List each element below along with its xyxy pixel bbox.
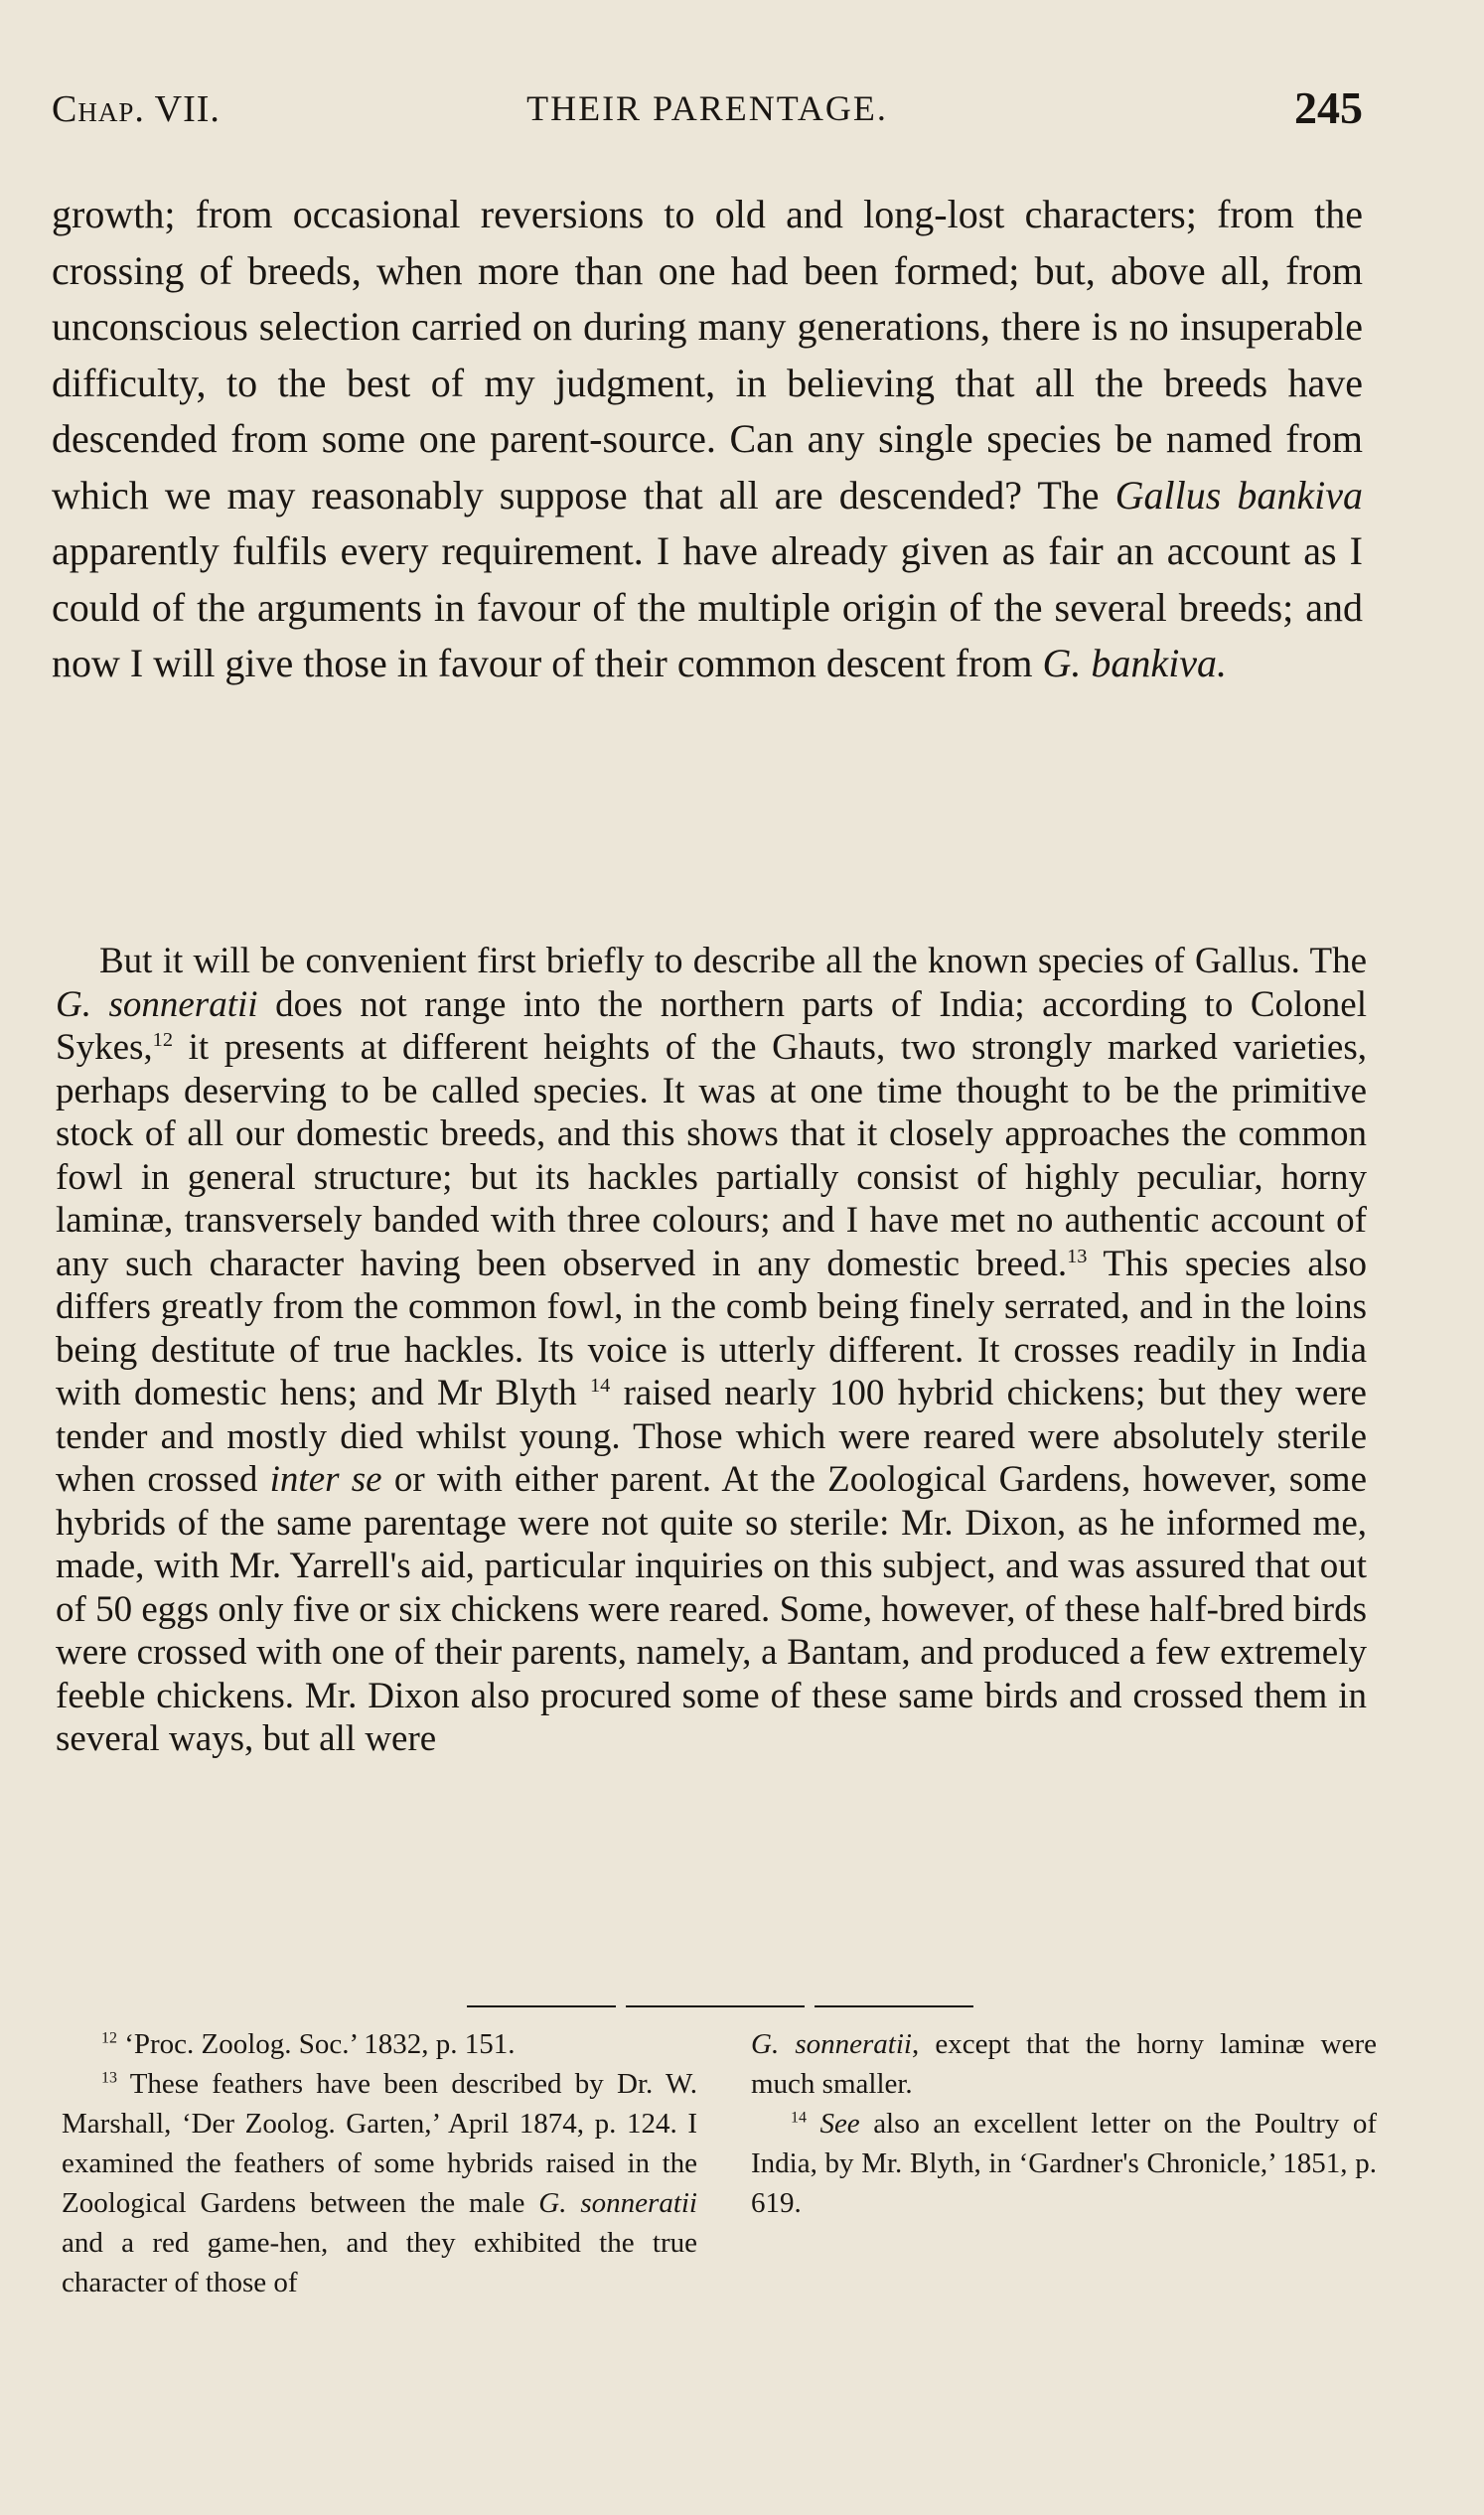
footnote-num-12: 12	[101, 2029, 117, 2047]
para2-italic-inter-se: inter se	[269, 1459, 382, 1500]
footnote-13-text-2: and a red game-hen, and they exhibited the true character of those of	[62, 2227, 697, 2298]
footnote-13-continued	[751, 2024, 1377, 2104]
separator-segment	[467, 2005, 616, 2007]
footnote-13-italic-1: G. sonneratii	[538, 2187, 697, 2219]
footnote-12-text: ‘Proc. Zoolog. Soc.’ 1832, p. 151.	[124, 2028, 516, 2060]
footnote-14-italic-see: See	[819, 2108, 860, 2140]
footnote-ref-14[interactable]: 14	[589, 1374, 611, 1397]
para2-text-5: raised nearly 100 hybrid chickens; but they were tender and mostly died whilst young. Those which were reared were absolutely sterile when crossed	[56, 1373, 1367, 1500]
footnote-13-text-3: , except that the horny laminæ were much smaller.	[751, 2028, 1377, 2100]
footnote-13	[62, 2064, 697, 2302]
footnote-14-text: also an excellent letter on the Poultry of India, by Mr. Blyth, in ‘Gardner's Chronicle,’ 1851, p. 619.	[751, 2108, 1377, 2219]
para1-text-1: growth; from occasional reversions to old and long-lost characters; from the crossing of breeds, when more than one had been formed; but, above all, from unconscious selection carried on during many generations, there is no insuperable difficulty, to the best of my judgment, in believing that all the breeds have descended from some one parent-source. Can any single species be named from which we may reasonably suppose that all are descended? The	[52, 192, 1363, 518]
footnote-num-13: 13	[101, 2069, 117, 2087]
body-paragraph-1	[52, 187, 1363, 692]
footnote-ref-13[interactable]: 13	[1067, 1245, 1088, 1267]
footnote-12	[62, 2024, 697, 2064]
para2-text-6: or with either parent. At the Zoological Gardens, however, some hybrids of the same parentage were not quite so sterile: Mr. Dixon, as he informed me, made, with Mr. Yarrell's aid, particular inquiries on this subject, and was assured that out of 50 eggs only five or six chickens were reared. Some, however, of these half-bred birds were crossed with one of their parents, namely, a Bantam, and produced a few extremely feeble chickens. Mr. Dixon also procured some of these same birds and crossed them in several ways, but all were	[56, 1459, 1368, 1759]
separator-segment	[815, 2005, 973, 2007]
footnote-num-14: 14	[791, 2109, 807, 2127]
para2-italic-sonneratii: G. sonneratii	[56, 983, 258, 1025]
footnote-13-italic-2: G. sonneratii	[751, 2028, 912, 2060]
footnotes-left-column	[62, 2024, 697, 2302]
footnotes-right-column	[751, 2024, 1377, 2223]
footnote-14	[751, 2104, 1377, 2223]
running-header	[52, 82, 1363, 143]
para1-text-2: apparently fulfils every requirement. I have already given as fair an account as I could of the arguments in favour of the multiple origin of the several breeds; and now I will give those in favour of their common descent from	[52, 528, 1363, 685]
chapter-label: Chap. VII.	[52, 88, 221, 130]
para2-text-1: But it will be convenient first briefly to describe all the known species of Gallus. The	[99, 941, 1367, 981]
para1-italic-gallus-bankiva: Gallus bankiva	[1114, 472, 1363, 518]
footnote-separator	[467, 2005, 973, 2009]
running-title: THEIR PARENTAGE.	[526, 88, 888, 128]
para2-text-3: it presents at different heights of the Ghauts, two strongly marked varieties, perhaps deserving to be called species. It was at one time thought to be the primitive stock of all our domestic breeds, and this shows that it closely approaches the common fowl in general structure; but its hackles partially consist of highly peculiar, horny laminæ, transversely banded with three colours; and I have met no authentic account of any such character having been observed in any domestic breed.	[56, 1027, 1367, 1284]
footnote-ref-12[interactable]: 12	[152, 1028, 173, 1051]
para2-text-2: does not range into the northern parts of India; according to Colonel Sykes,	[56, 983, 1368, 1068]
page-number: 245	[1294, 82, 1363, 133]
para1-italic-g-bankiva: G. bankiva.	[1042, 641, 1228, 685]
body-paragraph-2	[56, 940, 1367, 1761]
footnote-13-text-1: These feathers have been described by Dr. W. Marshall, ‘Der Zoolog. Garten,’ April 1874, p. 124. I examined the feathers of some hybrids raised in the Zoological Gardens between the male	[62, 2068, 697, 2219]
para2-text-4: This species also differs greatly from the common fowl, in the comb being finely serrated, and in the loins being destitute of true hackles. Its voice is utterly different. It crosses readily in India with domestic hens; and Mr Blyth	[56, 1243, 1367, 1413]
separator-segment	[626, 2005, 805, 2007]
